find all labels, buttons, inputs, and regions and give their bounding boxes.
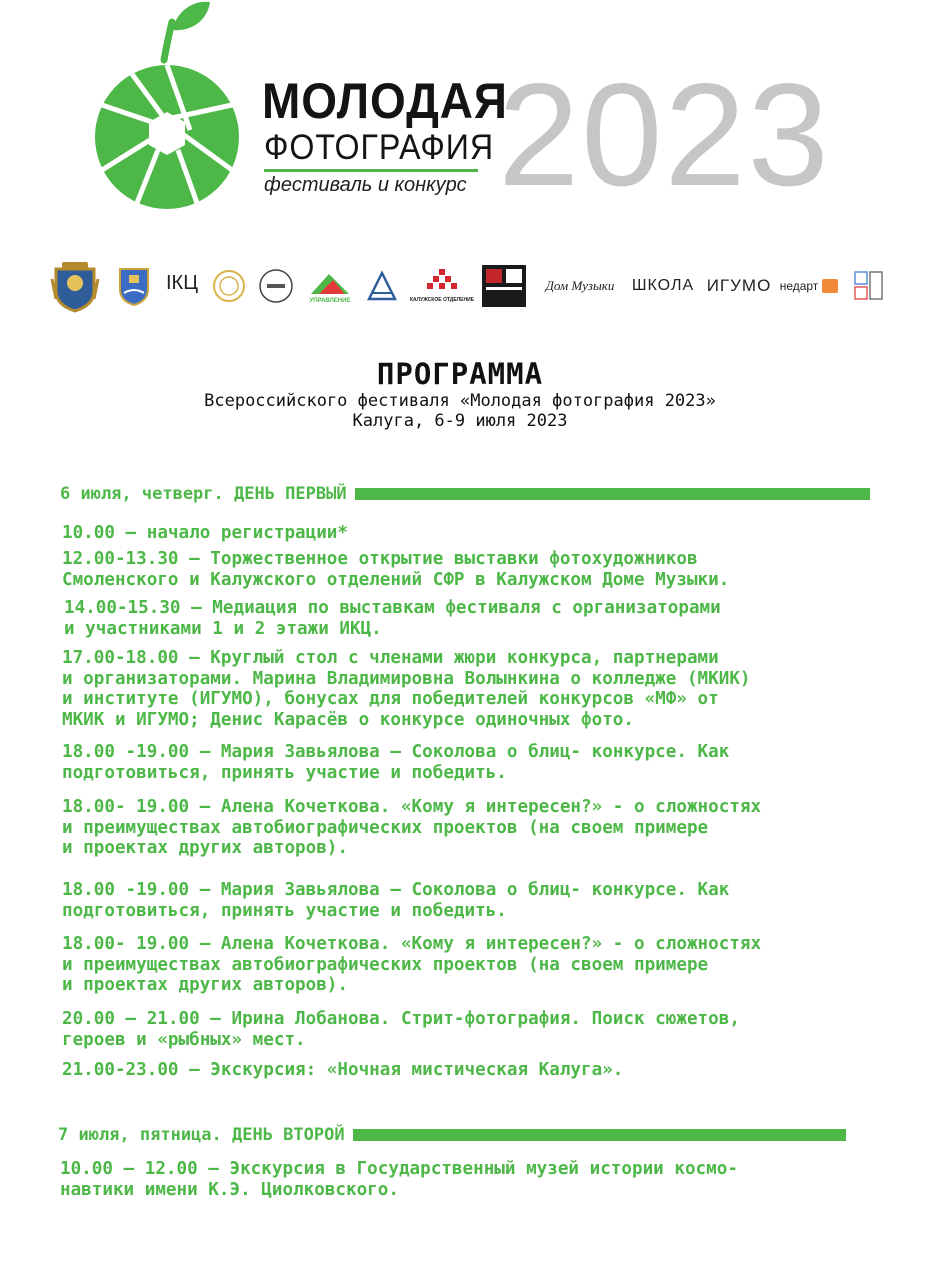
program-title: ПРОГРАММА [376, 357, 544, 391]
program-item: 18.00- 19.00 — Алена Кочеткова. «Кому я интересен?» - о сложностях и преимуществах автобиографических проектов (на своем примере и проектах других авторов). [62, 797, 762, 858]
igumo-logo: ИГУМО [706, 276, 772, 295]
round-emblem-1 [208, 262, 250, 310]
kaluzhskoe-otdelenie-logo: КАЛУЖСКОЕ ОТДЕЛЕНИЕ [410, 262, 474, 310]
logo-divider [264, 169, 478, 172]
program-item: 21.00-23.00 — Экскурсия: «Ночная мистическая Калуга». [62, 1060, 624, 1080]
triangle-logo [362, 262, 402, 310]
day-header-bar [355, 488, 870, 500]
black-square-logo [480, 262, 528, 310]
day-header: 7 июля, пятница. ДЕНЬ ВТОРОЙ [58, 1125, 846, 1145]
shkola-logo: ШКОЛА [631, 277, 695, 294]
logo-subtitle: ФОТОГРАФИЯ [264, 128, 495, 167]
ikc-logo: ІКЦ [165, 271, 198, 294]
program-item: 18.00 -19.00 — Мария Завьялова — Соколова о блиц- конкурсе. Как подготовиться, принять участие и победить. [62, 880, 730, 921]
dom-muzyki-logo: Дом Музыки [545, 278, 615, 293]
upravlenie-logo: УПРАВЛЕНИЕ [304, 262, 356, 310]
day-header-bar [353, 1129, 846, 1141]
kaluga-city-coat-of-arms [114, 262, 154, 310]
logo-title: МОЛОДАЯ [262, 73, 508, 129]
program-item: 18.00- 19.00 — Алена Кочеткова. «Кому я интересен?» - о сложностях и преимуществах автобиографических проектов (на своем примере и проектах других авторов). [62, 934, 762, 995]
festival-year: 2023 [498, 53, 831, 216]
program-item: 20.00 — 21.00 — Ирина Лобанова. Стрит-фотография. Поиск сюжетов, героев и «рыбных» мест. [62, 1009, 740, 1050]
program-subtitle: Всероссийского фестиваля «Молодая фотография 2023» [204, 391, 716, 411]
squares-logo [852, 262, 886, 310]
nedart-logo: недарт [774, 262, 844, 310]
program-place-dates: Калуга, 6-9 июля 2023 [352, 411, 568, 431]
nedart-fish-icon [822, 279, 838, 293]
day-header: 6 июля, четверг. ДЕНЬ ПЕРВЫЙ [60, 484, 870, 504]
program-item: 12.00-13.30 — Торжественное открытие выставки фотохудожников Смоленского и Калужского отделений СФР в Калужском Доме Музыки. [62, 549, 730, 590]
program-item: 10.00 — 12.00 — Экскурсия в Государственный музей истории космо- навтики имени К.Э. Циолковского. [60, 1159, 738, 1200]
program-item: 17.00-18.00 — Круглый стол с членами жюри конкурса, партнерами и организаторами. Марина Владимировна Волынкина о колледже (МКИК) и институте (ИГУМО), бонусах для победителей конкурсов «МФ» от МКИК и ИГУМО; Денис Карасёв о конкурсе одиночных фото. [62, 648, 751, 730]
program-item: 18.00 -19.00 — Мария Завьялова — Соколова о блиц- конкурсе. Как подготовиться, принять участие и победить. [62, 742, 730, 783]
round-emblem-2 [254, 262, 298, 310]
program-item: 14.00-15.30 — Медиация по выставкам фестиваля с организаторами и участниками 1 и 2 этажи ИКЦ. [64, 598, 721, 639]
program-item: 10.00 — начало регистрации* [62, 523, 348, 543]
green-apple-aperture-icon [92, 0, 242, 212]
kaluga-region-coat-of-arms [46, 262, 104, 310]
logo-tagline: фестиваль и конкурс [264, 174, 467, 196]
